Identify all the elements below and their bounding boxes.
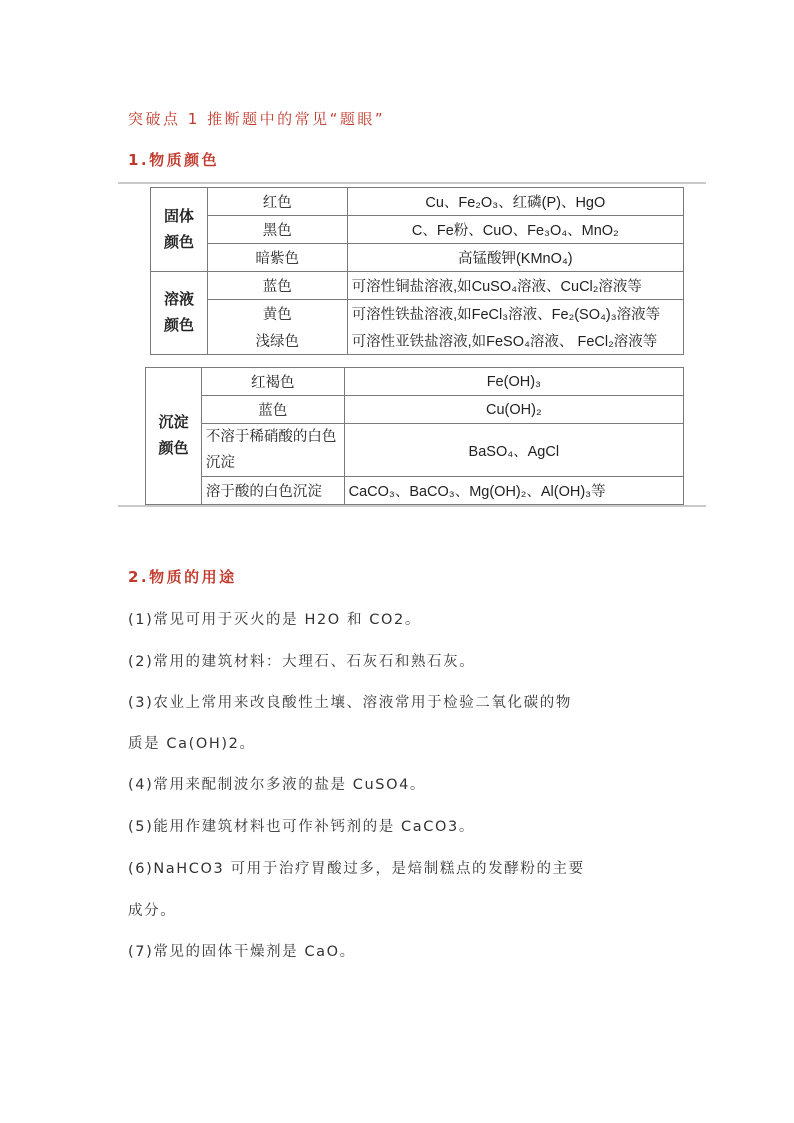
- substance-cell: 高锰酸钾(KMnO₄): [347, 244, 683, 272]
- substance-cell: 可溶性铜盐溶液,如CuSO₄溶液、CuCl₂溶液等: [347, 272, 683, 300]
- color-cell: 溶于酸的白色沉淀: [201, 477, 344, 505]
- color-cell: 蓝色: [201, 396, 344, 424]
- colors-heading: 1.物质颜色: [128, 151, 220, 169]
- color-cell: 黑色: [207, 216, 347, 244]
- uses-line: 质是 Ca(OH)2。: [128, 736, 256, 752]
- precipitate-color-table: [145, 367, 684, 505]
- group-label-solution: 溶液 颜色: [151, 272, 208, 355]
- table-row: [151, 244, 684, 272]
- table-row: [151, 272, 684, 300]
- group-label-solid: 固体 颜色: [151, 188, 208, 272]
- group-label-precipitate: 沉淀 颜色: [146, 368, 202, 505]
- color-cell: 红色: [207, 188, 347, 216]
- section-title: 突破点 1 推断题中的常见“题眼”: [128, 110, 386, 128]
- table-row: [146, 477, 684, 505]
- uses-line: (7)常见的固体干燥剂是 CaO。: [128, 944, 356, 960]
- table-row: [151, 327, 684, 355]
- substance-cell: Fe(OH)₃: [344, 368, 683, 396]
- color-cell: 红褐色: [201, 368, 344, 396]
- uses-line: (5)能用作建筑材料也可作补钙剂的是 CaCO3。: [128, 819, 475, 835]
- substance-cell: CaCO₃、BaCO₃、Mg(OH)₂、Al(OH)₃等: [344, 477, 683, 505]
- table-row: [151, 300, 684, 328]
- substance-cell: 可溶性铁盐溶液,如FeCl₃溶液、Fe₂(SO₄)₃溶液等: [347, 300, 683, 328]
- uses-line: (6)NaHCO3 可用于治疗胃酸过多，是焙制糕点的发酵粉的主要: [128, 861, 585, 877]
- substance-cell: C、Fe粉、CuO、Fe₃O₄、MnO₂: [347, 216, 683, 244]
- table-row: [151, 188, 684, 216]
- top-rule: [118, 182, 706, 184]
- uses-line: (3)农业上常用来改良酸性土壤、溶液常用于检验二氧化碳的物: [128, 695, 572, 711]
- uses-line: (1)常见可用于灭火的是 H2O 和 CO2。: [128, 612, 421, 628]
- color-cell: 浅绿色: [207, 327, 347, 355]
- substance-cell: Cu、Fe₂O₃、红磷(P)、HgO: [347, 188, 683, 216]
- table-row: [146, 396, 684, 424]
- table-row: [151, 216, 684, 244]
- bottom-rule: [118, 505, 706, 507]
- substance-cell: 可溶性亚铁盐溶液,如FeSO₄溶液、 FeCl₂溶液等: [347, 327, 683, 355]
- color-cell: 不溶于稀硝酸的白色沉淀: [201, 424, 344, 477]
- table-row: [146, 424, 684, 477]
- color-cell: 黄色: [207, 300, 347, 328]
- uses-line: 成分。: [128, 903, 177, 919]
- substance-cell: BaSO₄、AgCl: [344, 424, 683, 477]
- table-row: [146, 368, 684, 396]
- uses-line: (4)常用来配制波尔多液的盐是 CuSO4。: [128, 777, 427, 793]
- solid-solution-color-table: [150, 187, 684, 355]
- color-cell: 暗紫色: [207, 244, 347, 272]
- uses-heading: 2.物质的用途: [128, 568, 237, 586]
- substance-cell: Cu(OH)₂: [344, 396, 683, 424]
- color-cell: 蓝色: [207, 272, 347, 300]
- uses-line: (2)常用的建筑材料：大理石、石灰石和熟石灰。: [128, 654, 476, 670]
